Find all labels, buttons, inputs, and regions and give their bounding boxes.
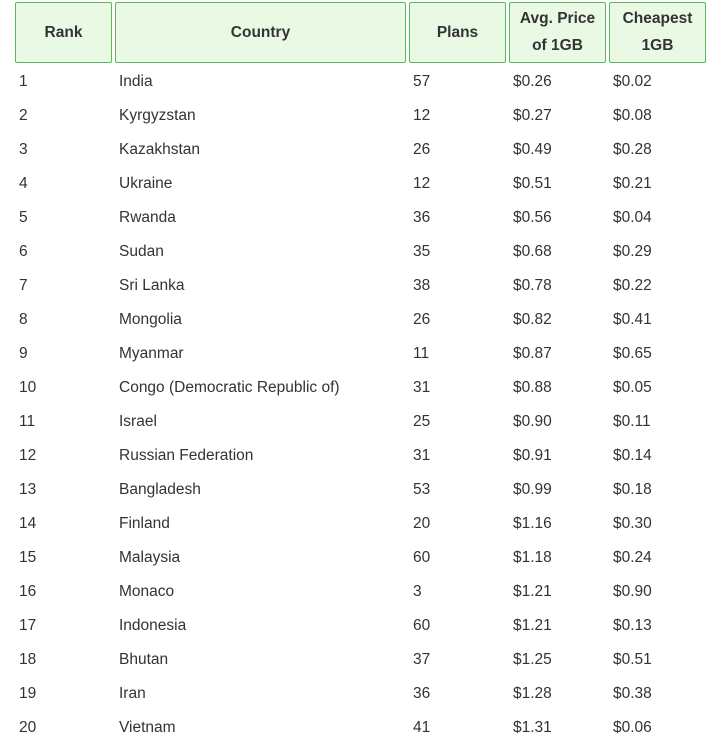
cell-country: Mongolia xyxy=(119,311,182,328)
cell-avg-price: $0.88 xyxy=(513,379,552,396)
cell-cheapest: $0.30 xyxy=(613,515,652,532)
table-row xyxy=(15,337,706,371)
cell-rank: 18 xyxy=(19,651,37,668)
cell-avg-price: $1.31 xyxy=(513,719,552,736)
cell-country: Russian Federation xyxy=(119,447,254,464)
cell-country: Malaysia xyxy=(119,549,181,566)
table-body xyxy=(15,63,706,745)
cell-country: Finland xyxy=(119,515,170,532)
table-row xyxy=(15,133,706,167)
header-rank[interactable] xyxy=(15,2,112,63)
cell-rank: 16 xyxy=(19,583,37,600)
cell-avg-price: $0.26 xyxy=(513,73,552,90)
cell-cheapest: $0.11 xyxy=(613,413,651,430)
table-row xyxy=(15,235,706,269)
cell-cheapest: $0.51 xyxy=(613,651,652,668)
cell-cheapest: $0.08 xyxy=(613,107,652,124)
cell-rank: 14 xyxy=(19,515,37,532)
cell-avg-price: $1.18 xyxy=(513,549,552,566)
cell-rank: 11 xyxy=(19,413,36,430)
cell-rank: 13 xyxy=(19,481,37,498)
header-avg-price-line2: of 1GB xyxy=(532,37,583,54)
cell-avg-price: $1.21 xyxy=(513,583,552,600)
table-row xyxy=(15,201,706,235)
header-cheapest[interactable] xyxy=(609,2,706,63)
cell-rank: 8 xyxy=(19,311,28,328)
header-cheapest-line2: 1GB xyxy=(641,37,674,54)
cell-country: Bangladesh xyxy=(119,481,201,498)
header-plans-label: Plans xyxy=(436,23,479,41)
cell-country: Indonesia xyxy=(119,617,187,634)
cell-country: Kazakhstan xyxy=(119,141,200,158)
cell-plans: 12 xyxy=(413,107,431,124)
cell-plans: 36 xyxy=(413,685,431,702)
cell-rank: 15 xyxy=(19,549,37,566)
table-row xyxy=(15,167,706,201)
cell-country: Myanmar xyxy=(119,345,184,362)
cell-avg-price: $0.99 xyxy=(513,481,552,498)
cell-country: Iran xyxy=(119,685,146,702)
cell-rank: 6 xyxy=(19,243,28,260)
cell-plans: 3 xyxy=(413,583,422,600)
cell-cheapest: $0.28 xyxy=(613,141,652,158)
cell-rank: 3 xyxy=(19,141,28,158)
cell-plans: 41 xyxy=(413,719,431,736)
cell-cheapest: $0.24 xyxy=(613,549,652,566)
cell-rank: 2 xyxy=(19,107,28,124)
cell-rank: 19 xyxy=(19,685,37,702)
cell-rank: 4 xyxy=(19,175,28,192)
cell-avg-price: $1.25 xyxy=(513,651,552,668)
table-row xyxy=(15,303,706,337)
table-row xyxy=(15,609,706,643)
cell-plans: 60 xyxy=(413,617,431,634)
cell-avg-price: $0.51 xyxy=(513,175,552,192)
cell-country: India xyxy=(119,73,153,90)
cell-rank: 20 xyxy=(19,719,37,736)
cell-cheapest: $0.21 xyxy=(613,175,652,192)
cell-cheapest: $0.04 xyxy=(613,209,652,226)
cell-avg-price: $0.78 xyxy=(513,277,552,294)
cell-avg-price: $0.82 xyxy=(513,311,552,328)
mobile-data-price-table xyxy=(12,2,709,745)
table-row xyxy=(15,269,706,303)
cell-cheapest: $0.22 xyxy=(613,277,652,294)
header-row xyxy=(15,2,706,63)
cell-plans: 31 xyxy=(413,447,431,464)
header-country[interactable] xyxy=(115,2,406,63)
cell-avg-price: $1.21 xyxy=(513,617,552,634)
cell-country: Sudan xyxy=(119,243,164,260)
cell-plans: 12 xyxy=(413,175,431,192)
cell-cheapest: $0.90 xyxy=(613,583,652,600)
header-avg-price-line1: Avg. Price xyxy=(519,10,596,27)
cell-plans: 37 xyxy=(413,651,431,668)
table-row xyxy=(15,575,706,609)
cell-rank: 12 xyxy=(19,447,37,464)
cell-plans: 31 xyxy=(413,379,431,396)
cell-country: Ukraine xyxy=(119,175,173,192)
cell-plans: 60 xyxy=(413,549,431,566)
cell-avg-price: $0.27 xyxy=(513,107,552,124)
cell-plans: 38 xyxy=(413,277,431,294)
table-row xyxy=(15,473,706,507)
header-cheapest-line1: Cheapest xyxy=(622,10,693,27)
cell-plans: 35 xyxy=(413,243,431,260)
cell-cheapest: $0.05 xyxy=(613,379,652,396)
cell-cheapest: $0.18 xyxy=(613,481,652,498)
cell-avg-price: $0.87 xyxy=(513,345,552,362)
cell-country: Bhutan xyxy=(119,651,169,668)
cell-avg-price: $0.56 xyxy=(513,209,552,226)
cell-country: Rwanda xyxy=(119,209,176,226)
table-row xyxy=(15,371,706,405)
table-row xyxy=(15,711,706,745)
cell-plans: 53 xyxy=(413,481,431,498)
cell-avg-price: $1.16 xyxy=(513,515,552,532)
cell-country: Monaco xyxy=(119,583,175,600)
cell-rank: 7 xyxy=(19,277,28,294)
cell-rank: 5 xyxy=(19,209,28,226)
cell-rank: 17 xyxy=(19,617,37,634)
cell-cheapest: $0.29 xyxy=(613,243,652,260)
cell-country: Sri Lanka xyxy=(119,277,185,294)
table-row xyxy=(15,677,706,711)
cell-avg-price: $0.68 xyxy=(513,243,552,260)
header-plans[interactable] xyxy=(409,2,506,63)
cell-cheapest: $0.13 xyxy=(613,617,652,634)
cell-cheapest: $0.06 xyxy=(613,719,652,736)
cell-country: Israel xyxy=(119,413,157,430)
cell-plans: 11 xyxy=(413,345,430,362)
cell-plans: 26 xyxy=(413,141,431,158)
header-rank-label: Rank xyxy=(44,23,83,41)
table-header xyxy=(15,2,706,63)
cell-cheapest: $0.14 xyxy=(613,447,652,464)
cell-plans: 20 xyxy=(413,515,431,532)
cell-cheapest: $0.02 xyxy=(613,73,652,90)
cell-plans: 57 xyxy=(413,73,431,90)
table-row xyxy=(15,63,706,99)
cell-cheapest: $0.38 xyxy=(613,685,652,702)
header-avg-price[interactable] xyxy=(509,2,606,63)
cell-country: Congo (Democratic Republic of) xyxy=(119,379,340,396)
table-row xyxy=(15,99,706,133)
header-country-label: Country xyxy=(230,23,291,41)
cell-country: Vietnam xyxy=(119,719,176,736)
cell-avg-price: $1.28 xyxy=(513,685,552,702)
cell-plans: 26 xyxy=(413,311,431,328)
cell-avg-price: $0.49 xyxy=(513,141,552,158)
table-row xyxy=(15,507,706,541)
cell-country: Kyrgyzstan xyxy=(119,107,196,124)
cell-plans: 36 xyxy=(413,209,431,226)
cell-rank: 9 xyxy=(19,345,28,362)
table-row xyxy=(15,439,706,473)
cell-rank: 10 xyxy=(19,379,37,396)
table-row xyxy=(15,405,706,439)
cell-avg-price: $0.91 xyxy=(513,447,552,464)
table-row xyxy=(15,643,706,677)
cell-avg-price: $0.90 xyxy=(513,413,552,430)
cell-plans: 25 xyxy=(413,413,431,430)
cell-rank: 1 xyxy=(19,73,28,90)
cell-cheapest: $0.65 xyxy=(613,345,652,362)
cell-cheapest: $0.41 xyxy=(613,311,652,328)
table-row xyxy=(15,541,706,575)
